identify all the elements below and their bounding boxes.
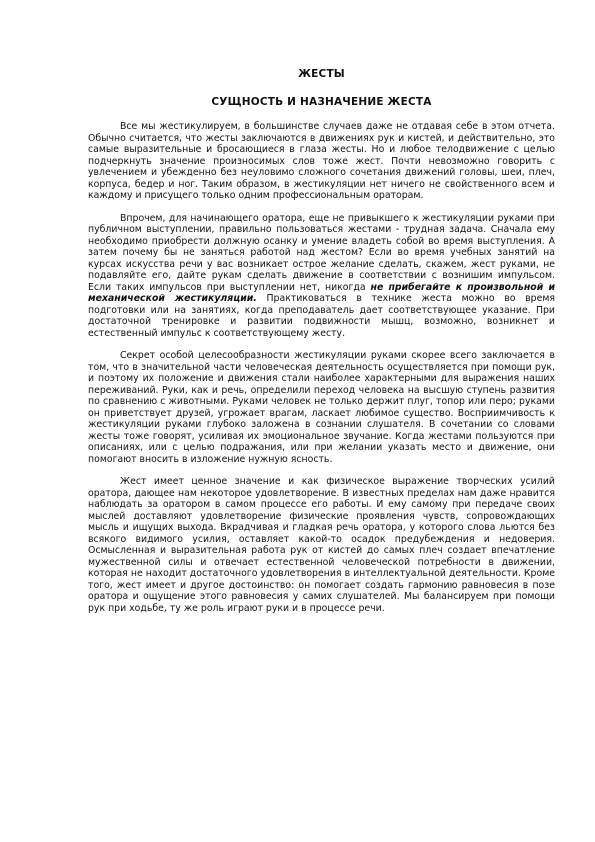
paragraph-2-text-before: Впрочем, для начинающего оратора, еще не привыкшего к жестикуляции руками при публичном выступлении, правильно пользоваться жестами - трудная задача. Сначала ему необходимо приобрести должную осанку и умение владеть собой во время выступления. А затем почему бы не заняться работой над жестом? Если во время учебных занятий на курсах искусства речи у вас возникает острое желание сделать, скажем, жест руками, не подавляйте его, дайте рукам сделать движение в соответствии с вознишим импульсом. Если таких импульсов при выступлении нет, никогда	[88, 212, 555, 293]
document-title: ЖЕСТЫ	[298, 68, 345, 80]
paragraph-1	[88, 121, 555, 202]
paragraph-1-text: Все мы жестикулируем, в большинстве случаев даже не отдавая себе в этом отчета. Обычно считается, что жесты заключаются в движениях рук и кистей, и действительно, это самые выразительные и бросающиеся в глаза жесты. Но и любое телодвижение с целью подчеркнуть значение произносимых слов тоже жест. Почти невозможно говорить с увлечением и убежденно без неуловимо сложного сочетания движений головы, шеи, плеч, корпуса, бедер и ног. Таким образом, в жестикуляции нет ничего не свойственного всем и каждому и присущего только одним профессиональным ораторам.	[88, 121, 555, 201]
paragraph-4-text: Жест имеет ценное значение и как физическое выражение творческих усилий оратора, дающее нам некоторое удовлетворение. В известных пределах нам даже нравится наблюдать за оратором в самом процессе его работы. И ему самому при передаче своих мыслей доставляют удовлетворение физические проявления чувств, сопровождающих мысль и ищущих выхода. Вкрадчивая и гладкая речь оратора, у которого слова льются без всякого видимого усилия, оставляет какой-то осадок предубеждения и недоверия. Осмысленная и выразительная работа рук от кистей до самых плеч создает впечатление мужественной силы и отвечает естественной человеческой потребности в движении, которая не находит достаточного удовлетворения в интеллектуальной деятельности. Кроме того, жест имеет и другое достоинство: он помогает создать гармонию равновесия в позе оратора и ощущение этого равновесия у самих слушателей. Мы балансируем при помощи рук при ходьбе, ту же роль играют руки и в процессе речи.	[88, 476, 555, 614]
paragraph-2	[88, 213, 555, 340]
document-subtitle: СУЩНОСТЬ И НАЗНАЧЕНИЕ ЖЕСТА	[211, 96, 432, 108]
paragraph-3	[88, 350, 555, 465]
paragraph-2-emphasis: не прибегайте к произвольной и механической жестикуляции.	[88, 281, 555, 304]
paragraph-2-text-after: Практиковаться в технике жеста можно во время подготовки или на занятиях, когда преподаватель дает соответствующее указание. При достаточной тренировке и развитии подвижности мышц, возможно, возникнет и естественный импульс к соответствующему жесту.	[88, 293, 555, 339]
paragraph-4	[88, 476, 555, 614]
paragraph-3-text: Секрет особой целесообразности жестикуляции руками скорее всего заключается в том, что в значительной части человеческая деятельность осуществляется при помощи рук, и поэтому их положение и движения стали наиболее характерными для выражения наших переживаний. Руки, как и речь, определили переход человека на высшую ступень развития по сравнению с животными. Руками человек не только держит плуг, топор или перо; руками он приветствует друзей, угрожает врагам, ласкает любимое существо. Восприимчивость к жестикуляции руками глубоко заложена в сознании слушателя. В сочетании со словами жесты тоже говорят, усиливая их эмоциональное звучание. Когда жестами пользуются при описаниях, или с целью подражания, или при желании указать место и движение, они помогают вносить в изложение нужную ясность.	[88, 350, 555, 465]
